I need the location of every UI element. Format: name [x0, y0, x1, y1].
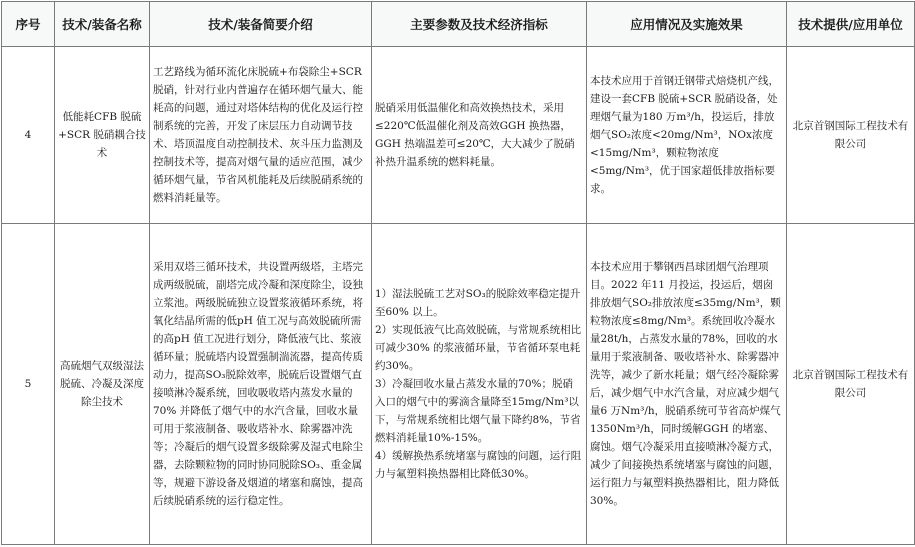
cell-name: 低能耗CFB 脱硫+SCR 脱硝耦合技术: [55, 47, 150, 224]
cell-effect: 本技术应用于首钢迁钢带式焙烧机产线，建设一套CFB 脱硫+SCR 脱硝设备，处理烟气量为180 万m³/h，投运后，排放烟气SO₂浓度<20mg/Nm³，NOx浓度<15mg/Nm³，颗粒物浓度<5mg/Nm³，优于国家超低排放指标要求。: [587, 47, 787, 224]
cell-params: 脱硝采用低温催化和高效换热技术，采用≤220℃低温催化剂及高效GGH 换热器，GGH 热端温差可≤20℃，大大减少了脱硝补热升温系统的燃料耗量。: [372, 47, 587, 224]
header-params: 主要参数及技术经济指标: [372, 2, 587, 47]
table-row: [2, 224, 915, 545]
cell-effect: 本技术应用于攀钢西昌球团烟气治理项目。2022 年11 月投运，投运后，烟囱排放烟气SO₂排放浓度≤35mg/Nm³，颗粒物浓度≤8mg/Nm³。系统回收冷凝水量28t/h，占蒸发水量的78%，回收的水量用于浆液制备、吸收塔补水、除雾器冲洗等，减少了新水耗量；烟气经冷凝除雾后，减少烟气中水汽含量，对应减少烟气量6 万Nm³/h，脱硝系统可节省高炉煤气1350Nm³/h，同时缓解GGH 的堵塞、腐蚀。烟气冷凝采用直接喷淋冷凝方式，减少了间接换热系统堵塞与腐蚀的问题，运行阻力与氟塑料换热器相比，阻力降低30%。: [587, 224, 787, 545]
technology-table: [1, 1, 915, 545]
cell-intro: 工艺路线为循环流化床脱硫+布袋除尘+SCR 脱硝，针对行业内普遍存在循环烟气量大、能耗高的问题，通过对塔体结构的优化及运行控制系统的完善，开发了床层压力自动调节技术、塔顶温度自动控制技术、灰斗压力监测及控制技术等，提高对烟气量的适应范围，减少循环烟气量，节省风机能耗及后续脱硝系统的燃料消耗量等。: [150, 47, 372, 224]
header-no: 序号: [2, 2, 55, 47]
cell-unit: 北京首钢国际工程技术有限公司: [787, 224, 915, 545]
header-effect: 应用情况及实施效果: [587, 2, 787, 47]
cell-no: 4: [2, 47, 55, 224]
header-name: 技术/装备名称: [55, 2, 150, 47]
header-unit: 技术提供/应用单位: [787, 2, 915, 47]
table-row: [2, 47, 915, 224]
header-intro: 技术/装备简要介绍: [150, 2, 372, 47]
cell-intro: 采用双塔三循环技术，共设置两级塔，主塔完成两级脱硫，副塔完成冷凝和深度除尘，设独立浆池。两级脱硫独立设置浆液循环系统，将氧化结晶所需的低pH 值工况与高效脱硫所需的高pH 值工况进行划分，降低液气比、浆液循环量；脱硫塔内设置强制湍流器，提高传质动力，提高SO₃脱除效率，脱硫后设置烟气直接喷淋冷凝系统，回收吸收塔内蒸发水量的70% 并降低了烟气中的水汽含量，回收水量可用于浆液制备、吸收塔补水、除雾器冲洗等；冷凝后的烟气设置多级除雾及湿式电除尘器，去除颗粒物的同时协同脱除SO₃、重金属等，规避下游设备及烟道的堵塞和腐蚀，提高后续脱硝系统的运行稳定性。: [150, 224, 372, 545]
cell-no: 5: [2, 224, 55, 545]
header-row: [2, 2, 915, 47]
cell-unit: 北京首钢国际工程技术有限公司: [787, 47, 915, 224]
cell-name: 高硫烟气双级湿法脱硫、冷凝及深度除尘技术: [55, 224, 150, 545]
cell-params: 1）湿法脱硫工艺对SO₃的脱除效率稳定提升至60% 以上。 2）实现低液气比高效脱硫，与常规系统相比可减少30% 的浆液循环量，节省循环泵电耗约30%。 3）冷凝回收水量占蒸发水量的70%；脱硝入口的烟气中的雾滴含量降至15mg/Nm³以下，与常规系统相比烟气量下降约8%，节省燃料消耗量10%-15%。 4）缓解换热系统堵塞与腐蚀的问题，运行阻力与氟塑料换热器相比降低30%。: [372, 224, 587, 545]
